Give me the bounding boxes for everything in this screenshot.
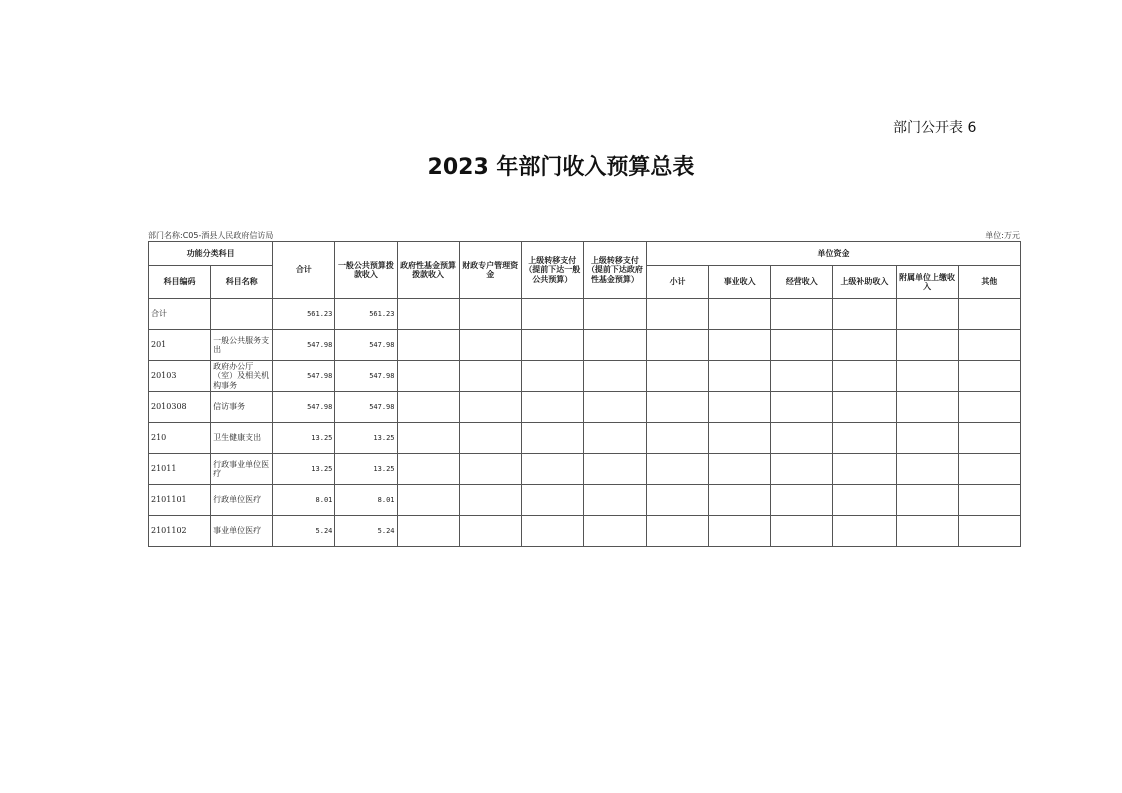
form-number: 部门公开表 6 [893,120,977,136]
table-row [149,392,1021,423]
header-name: 科目名称 [211,266,273,299]
row-general: 8.01 [335,485,397,516]
header-func-group: 功能分类科目 [149,242,273,266]
header-transfer-fund: 上级转移支付（提前下达政府性基金预算） [583,242,646,299]
table-row [149,423,1021,454]
table-row [149,454,1021,485]
row-code: 210 [149,423,211,454]
table-row [149,299,1021,330]
row-name: 事业单位医疗 [211,516,273,547]
row-total: 547.98 [273,361,335,392]
row-general: 547.98 [335,392,397,423]
row-code: 21011 [149,454,211,485]
table-row [149,516,1021,547]
header-gov-fund: 政府性基金预算拨款收入 [397,242,459,299]
row-general: 547.98 [335,361,397,392]
header-subsidy: 上级补助收入 [833,266,896,299]
table-row [149,485,1021,516]
row-name: 行政单位医疗 [211,485,273,516]
row-name: 行政事业单位医疗 [211,454,273,485]
header-business: 事业收入 [709,266,771,299]
row-total: 5.24 [273,516,335,547]
row-total: 561.23 [273,299,335,330]
row-general: 13.25 [335,454,397,485]
row-code: 2010308 [149,392,211,423]
budget-table [148,241,1021,547]
header-transfer-general: 上级转移支付（提前下达一般公共预算） [521,242,583,299]
row-code: 20103 [149,361,211,392]
row-total: 547.98 [273,330,335,361]
row-name [211,299,273,330]
row-code: 合计 [149,299,211,330]
header-other: 其他 [958,266,1020,299]
page-title: 2023 年部门收入预算总表 [427,155,695,180]
row-general: 5.24 [335,516,397,547]
table-row [149,330,1021,361]
row-name: 政府办公厅（室）及相关机构事务 [211,361,273,392]
row-total: 13.25 [273,423,335,454]
header-subtotal: 小计 [647,266,709,299]
row-general: 547.98 [335,330,397,361]
header-affiliate: 附属单位上缴收入 [896,266,958,299]
header-general: 一般公共预算拨款收入 [335,242,397,299]
row-total: 13.25 [273,454,335,485]
table-row [149,361,1021,392]
row-total: 8.01 [273,485,335,516]
row-code: 2101101 [149,485,211,516]
row-name: 信访事务 [211,392,273,423]
department-label: 部门名称:C05-酒县人民政府信访局 [148,231,274,240]
row-general: 561.23 [335,299,397,330]
row-general: 13.25 [335,423,397,454]
unit-label: 单位:万元 [985,231,1020,240]
header-operating: 经营收入 [771,266,833,299]
row-total: 547.98 [273,392,335,423]
row-name: 卫生健康支出 [211,423,273,454]
row-name: 一般公共服务支出 [211,330,273,361]
row-code: 201 [149,330,211,361]
header-code: 科目编码 [149,266,211,299]
header-total: 合计 [273,242,335,299]
row-code: 2101102 [149,516,211,547]
header-special: 财政专户管理资金 [459,242,521,299]
header-unit-funds: 单位资金 [647,242,1021,266]
